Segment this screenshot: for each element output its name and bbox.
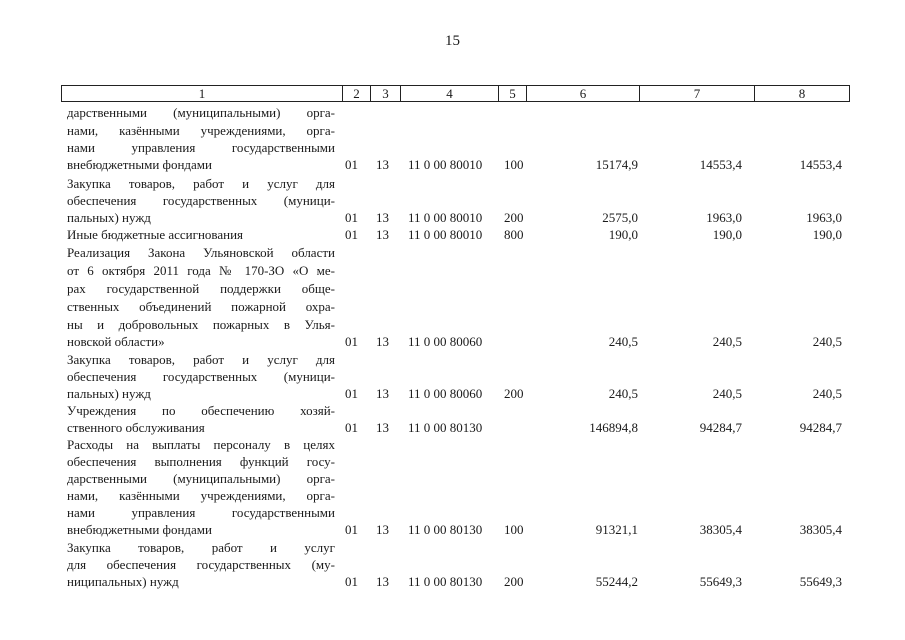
row-description-line: Закупка товаров, работ и услуг для [67, 176, 335, 191]
row-description-line: пальных) нужд [67, 386, 151, 401]
header-col-2: 2 [353, 86, 360, 101]
row-description-line: внебюджетными фондами [67, 157, 212, 172]
row-target-article: 11 0 00 80130 [408, 574, 483, 589]
row-description-line: нами, казёнными учреждениями, орга- [67, 488, 335, 503]
row-section-code: 01 [345, 157, 358, 172]
row-section-code: 01 [345, 334, 358, 349]
row-expense-type: 100 [504, 522, 524, 537]
row-description-line: Иные бюджетные ассигнования [67, 227, 244, 242]
row-description-line: рах государственной поддержки обще- [67, 281, 335, 296]
row-subsection-code: 13 [376, 386, 389, 401]
row-amount-col7: 1963,0 [706, 210, 742, 225]
row-description-line: от 6 октября 2011 года № 170-ЗО «О ме- [67, 263, 335, 278]
row-amount-col6: 2575,0 [602, 210, 638, 225]
row-target-article: 11 0 00 80010 [408, 227, 483, 242]
header-col-7: 7 [693, 86, 701, 101]
row-description-line: обеспечения государственных (муници- [67, 193, 335, 208]
row-section-code: 01 [345, 386, 358, 401]
row-target-article: 11 0 00 80010 [408, 157, 483, 172]
row-description-line: Реализация Закона Ульяновской области [67, 245, 335, 260]
row-description-line: ниципальных) нужд [67, 574, 179, 589]
row-amount-col8: 240,5 [812, 334, 842, 349]
row-expense-type: 200 [504, 386, 524, 401]
row-description-line: дарственными (муниципальными) орга- [67, 105, 335, 120]
row-expense-type: 200 [504, 574, 524, 589]
table-header [61, 85, 850, 102]
row-description-line: Закупка товаров, работ и услуг для [67, 352, 335, 367]
row-target-article: 11 0 00 80130 [408, 420, 483, 435]
row-amount-col6: 240,5 [608, 334, 638, 349]
row-amount-col6: 146894,8 [589, 420, 638, 435]
row-target-article: 11 0 00 80130 [408, 522, 483, 537]
row-description-line: Учреждения по обеспечению хозяй- [67, 403, 335, 418]
header-col-4: 4 [446, 86, 453, 101]
row-amount-col8: 94284,7 [799, 420, 842, 435]
row-subsection-code: 13 [376, 157, 389, 172]
row-description-line: для обеспечения государственных (му- [67, 557, 335, 572]
row-amount-col8: 1963,0 [806, 210, 842, 225]
row-section-code: 01 [345, 420, 358, 435]
row-description-line: пальных) нужд [67, 210, 151, 225]
row-amount-col8: 38305,4 [799, 522, 842, 537]
row-section-code: 01 [345, 522, 358, 537]
row-target-article: 11 0 00 80060 [408, 386, 483, 401]
row-section-code: 01 [345, 574, 358, 589]
row-subsection-code: 13 [376, 210, 389, 225]
row-amount-col8: 14553,4 [799, 157, 842, 172]
row-description-line: нами управления государственными [67, 505, 335, 520]
row-amount-col7: 14553,4 [699, 157, 742, 172]
row-description-line: внебюджетными фондами [67, 522, 212, 537]
row-description-line: Расходы на выплаты персоналу в целях [67, 437, 335, 452]
row-amount-col6: 55244,2 [595, 574, 638, 589]
header-col-6: 6 [579, 86, 587, 101]
page-number: 15 [445, 33, 460, 49]
row-description-line: Закупка товаров, работ и услуг [67, 540, 335, 555]
row-amount-col7: 240,5 [712, 386, 742, 401]
header-col-3: 3 [382, 86, 389, 101]
row-amount-col8: 55649,3 [799, 574, 842, 589]
row-description-line: ны и добровольных пожарных в Улья- [67, 317, 335, 332]
row-description-line: ственного обслуживания [67, 420, 205, 435]
row-amount-col7: 190,0 [712, 227, 742, 242]
row-target-article: 11 0 00 80060 [408, 334, 483, 349]
row-subsection-code: 13 [376, 574, 389, 589]
row-description-line: ственных объединений пожарной охра- [67, 299, 335, 314]
header-col-1: 1 [198, 86, 206, 101]
header-col-5: 5 [509, 86, 516, 101]
row-amount-col6: 190,0 [608, 227, 638, 242]
row-description-line: нами управления государственными [67, 140, 335, 155]
row-description-line: нами, казёнными учреждениями, орга- [67, 123, 335, 138]
row-subsection-code: 13 [376, 334, 389, 349]
header-col-8: 8 [798, 86, 806, 101]
row-expense-type: 800 [504, 227, 524, 242]
row-subsection-code: 13 [376, 227, 389, 242]
row-subsection-code: 13 [376, 522, 389, 537]
row-amount-col8: 240,5 [812, 386, 842, 401]
row-amount-col8: 190,0 [812, 227, 842, 242]
row-target-article: 11 0 00 80010 [408, 210, 483, 225]
row-section-code: 01 [345, 210, 358, 225]
row-amount-col7: 240,5 [712, 334, 742, 349]
row-amount-col7: 94284,7 [699, 420, 742, 435]
row-amount-col7: 55649,3 [699, 574, 742, 589]
row-expense-type: 100 [504, 157, 524, 172]
row-subsection-code: 13 [376, 420, 389, 435]
row-expense-type: 200 [504, 210, 524, 225]
row-description-line: обеспечения государственных (муници- [67, 369, 335, 384]
row-amount-col6: 240,5 [608, 386, 638, 401]
row-section-code: 01 [345, 227, 358, 242]
row-description-line: новской области» [67, 334, 165, 349]
row-description-line: обеспечения выполнения функций госу- [67, 454, 335, 469]
row-amount-col6: 15174,9 [595, 157, 638, 172]
row-amount-col7: 38305,4 [699, 522, 742, 537]
row-description-line: дарственными (муниципальными) орга- [67, 471, 335, 486]
row-amount-col6: 91321,1 [595, 522, 638, 537]
